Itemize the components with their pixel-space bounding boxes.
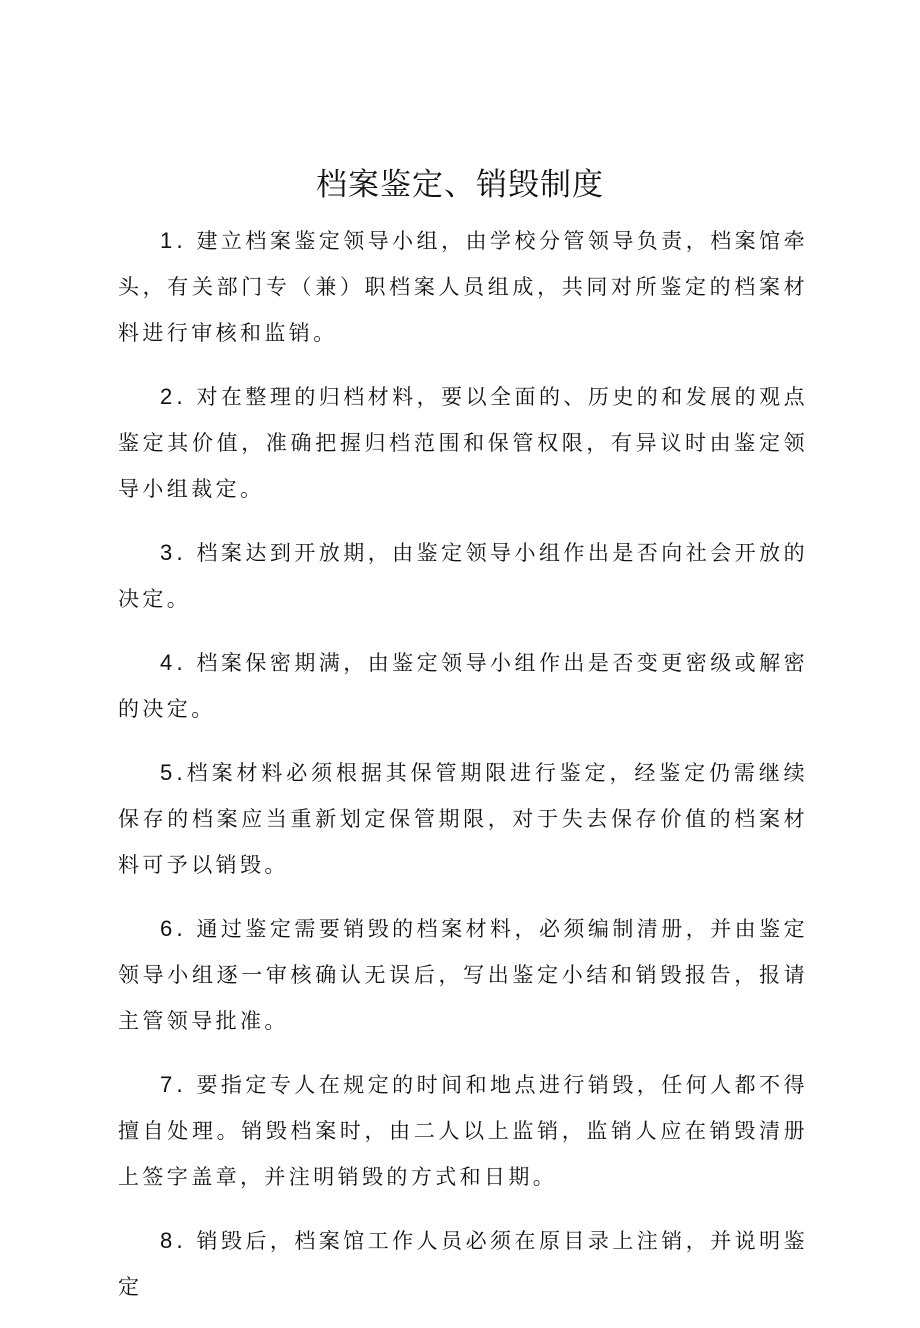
paragraph-number: 8 <box>160 1228 173 1253</box>
paragraph-number: 1 <box>160 228 173 253</box>
paragraph-text: .档案材料必须根据其保管期限进行鉴定，经鉴定仍需继续保存的档案应当重新划定保管期限，对于失去保存价值的档案材料可予以销毁。 <box>118 761 808 877</box>
paragraph-4 <box>118 640 808 732</box>
paragraph-text: . 通过鉴定需要销毁的档案材料，必须编制清册，并由鉴定领导小组逐一审核确认无误后，写出鉴定小结和销毁报告，报请主管领导批准。 <box>118 917 808 1033</box>
paragraph-number: 4 <box>160 650 173 675</box>
paragraph-6 <box>118 906 808 1044</box>
paragraph-7 <box>118 1062 808 1200</box>
paragraph-number: 5 <box>160 760 173 785</box>
paragraph-number: 6 <box>160 916 173 941</box>
paragraph-8 <box>118 1218 808 1310</box>
document-body <box>118 218 808 1328</box>
paragraph-3 <box>118 530 808 622</box>
paragraph-text: . 档案达到开放期，由鉴定领导小组作出是否向社会开放的决定。 <box>118 541 808 611</box>
paragraph-text: . 销毁后，档案馆工作人员必须在原目录上注销，并说明鉴定 <box>118 1229 808 1299</box>
paragraph-text: . 要指定专人在规定的时间和地点进行销毁，任何人都不得擅自处理。销毁档案时，由二人以上监销，监销人应在销毁清册上签字盖章，并注明销毁的方式和日期。 <box>118 1073 808 1189</box>
paragraph-text: . 对在整理的归档材料，要以全面的、历史的和发展的观点鉴定其价值，准确把握归档范围和保管权限，有异议时由鉴定领导小组裁定。 <box>118 385 808 501</box>
paragraph-1 <box>118 218 808 356</box>
paragraph-number: 3 <box>160 540 173 565</box>
paragraph-2 <box>118 374 808 512</box>
paragraph-number: 7 <box>160 1072 173 1097</box>
paragraph-text: . 档案保密期满，由鉴定领导小组作出是否变更密级或解密的决定。 <box>118 651 808 721</box>
paragraph-text: . 建立档案鉴定领导小组，由学校分管领导负责，档案馆牵头，有关部门专（兼）职档案人员组成，共同对所鉴定的档案材料进行审核和监销。 <box>118 229 808 345</box>
page-title: 档案鉴定、销毁制度 <box>316 167 604 203</box>
paragraph-5 <box>118 750 808 888</box>
paragraph-number: 2 <box>160 384 173 409</box>
